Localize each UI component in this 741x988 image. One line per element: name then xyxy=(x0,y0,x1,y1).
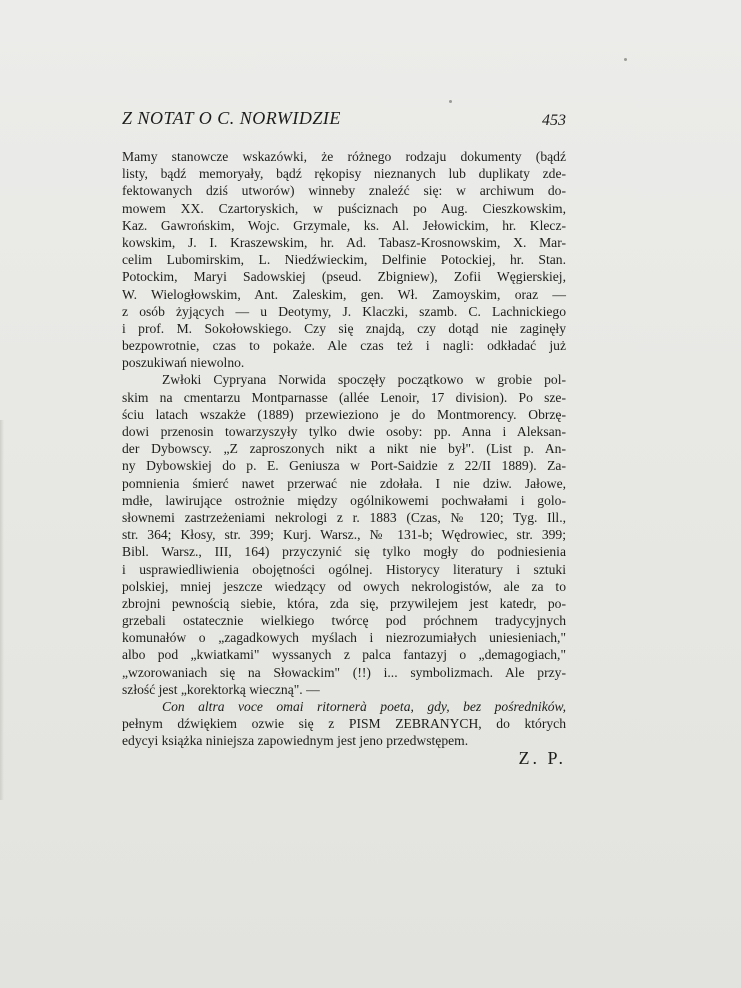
text-line: kowskim, J. I. Kraszewskim, hr. Ad. Tabasz-Krosnowskim, X. Mar- xyxy=(122,234,566,250)
text-line: mdłe, lawirujące ostrożnie między ogólnikowemi pochwałami i golo- xyxy=(122,492,566,508)
text-line: fektowanych dziś utworów) winneby znaleźć się: w archiwum do- xyxy=(122,183,566,199)
text-line: edycyi książka niniejsza zapowiednym jest jeno przedwstępem. xyxy=(122,733,469,749)
text-line: bezpowrotnie, czas to pokaże. Ale czas też i nagli: odkładać już xyxy=(122,338,566,354)
paper-speck xyxy=(624,58,627,61)
text-line: „wzorowaniach się na Słowackim" (!!) i... symbolizmach. Ale przy- xyxy=(122,664,566,680)
text-line: polskiej, mniej jeszcze wiedzący od owych nekrologistów, ale za to xyxy=(122,578,566,594)
text-line: pomnienia śmierć nawet przerwać nie zdołała. I nie dziw. Jałowe, xyxy=(122,475,566,491)
text-line: szłość jest „korektorką wieczną". — xyxy=(122,681,320,697)
page-edge-shadow xyxy=(0,420,4,800)
body-text xyxy=(122,148,566,750)
text-line: z osób żyjących — u Deotymy, J. Klaczki, szamb. C. Lachnickiego xyxy=(122,303,566,319)
page-number: 453 xyxy=(542,112,566,129)
text-line: i usprawiedliwienia obojętności ogólnej. Historycy literatury i sztuki xyxy=(122,561,566,577)
text-line: Con altra voce omai ritornerà poeta, gdy, bez pośredników, xyxy=(162,699,566,714)
text-line: pełnym dźwiękiem ozwie się z PISM ZEBRANYCH, do których xyxy=(122,716,566,732)
text-line: W. Wielogłowskim, Ant. Zaleskim, gen. Wł. Zamoyskim, oraz — xyxy=(122,286,566,302)
text-line: celim Lubomirskim, L. Niedźwieckim, Delfinie Potockiej, hr. Stan. xyxy=(122,252,566,268)
text-line: Kaz. Gawrońskim, Wojc. Grzymale, ks. Al. Jełowickim, hr. Klecz- xyxy=(122,217,566,233)
text-line: ściu latach wszakże (1889) przewieziono je do Montmorency. Obrzę- xyxy=(122,406,566,422)
signature-initials: Z. P. xyxy=(518,748,566,768)
text-line: grzebali ostatecznie wielkiego twórcę pod próchnem tradycyjnych xyxy=(122,613,566,629)
text-line: listy, bądź memoryały, bądź rękopisy nieznanych lub duplikaty zde- xyxy=(122,166,566,182)
page-header xyxy=(122,108,566,132)
text-line: zbrojni pewnością siebie, która, zda się, przywilejem jest katedr, po- xyxy=(122,595,566,611)
text-line: i prof. M. Sokołowskiego. Czy się znajdą, czy dotąd nie zaginęły xyxy=(122,320,566,336)
text-line: albo pod „kwiatkami" wyssanych z palca fantazyj o „demagogiach," xyxy=(122,647,566,663)
text-line: Bibl. Warsz., III, 164) przyczynić się tylko mogły do podniesienia xyxy=(122,544,566,560)
running-title: Z NOTAT O C. NORWIDZIE xyxy=(122,108,341,128)
text-line: komunałów o „zagadkowych myślach i niezrozumiałych uniesieniach," xyxy=(122,630,566,646)
text-line: Zwłoki Cypryana Norwida spoczęły początkowo w grobie pol- xyxy=(162,372,566,388)
text-line: str. 364; Kłosy, str. 399; Kurj. Warsz., № 131-b; Wędrowiec, str. 399; xyxy=(122,527,566,543)
paper-speck xyxy=(449,100,452,103)
text-line: skim na cmentarzu Montparnasse (allée Lenoir, 17 division). Po sze- xyxy=(122,389,566,405)
text-line: der Dybowscy. „Z zaproszonych nikt a nikt nie był". (List p. An- xyxy=(122,441,566,457)
text-line: dowi przenosin towarzyszyły tylko dwie osoby: pp. Anna i Aleksan- xyxy=(122,424,566,439)
text-line: ny Dybowskiej do p. E. Geniusza w Port-Saidzie z 22/II 1889). Za- xyxy=(122,458,566,474)
text-line: poszukiwań niewolno. xyxy=(122,355,245,371)
text-line: mowem XX. Czartoryskich, w puściznach po Aug. Cieszkowskim, xyxy=(122,200,566,216)
text-line: Potockim, Maryi Sadowskiej (pseud. Zbigniew), Zofii Węgierskiej, xyxy=(122,269,566,285)
text-line: Mamy stanowcze wskazówki, że różnego rodzaju dokumenty (bądź xyxy=(122,149,566,164)
text-line: słownemi zastrzeżeniami nekrologi z r. 1883 (Czas, № 120; Tyg. Ill., xyxy=(122,509,566,525)
